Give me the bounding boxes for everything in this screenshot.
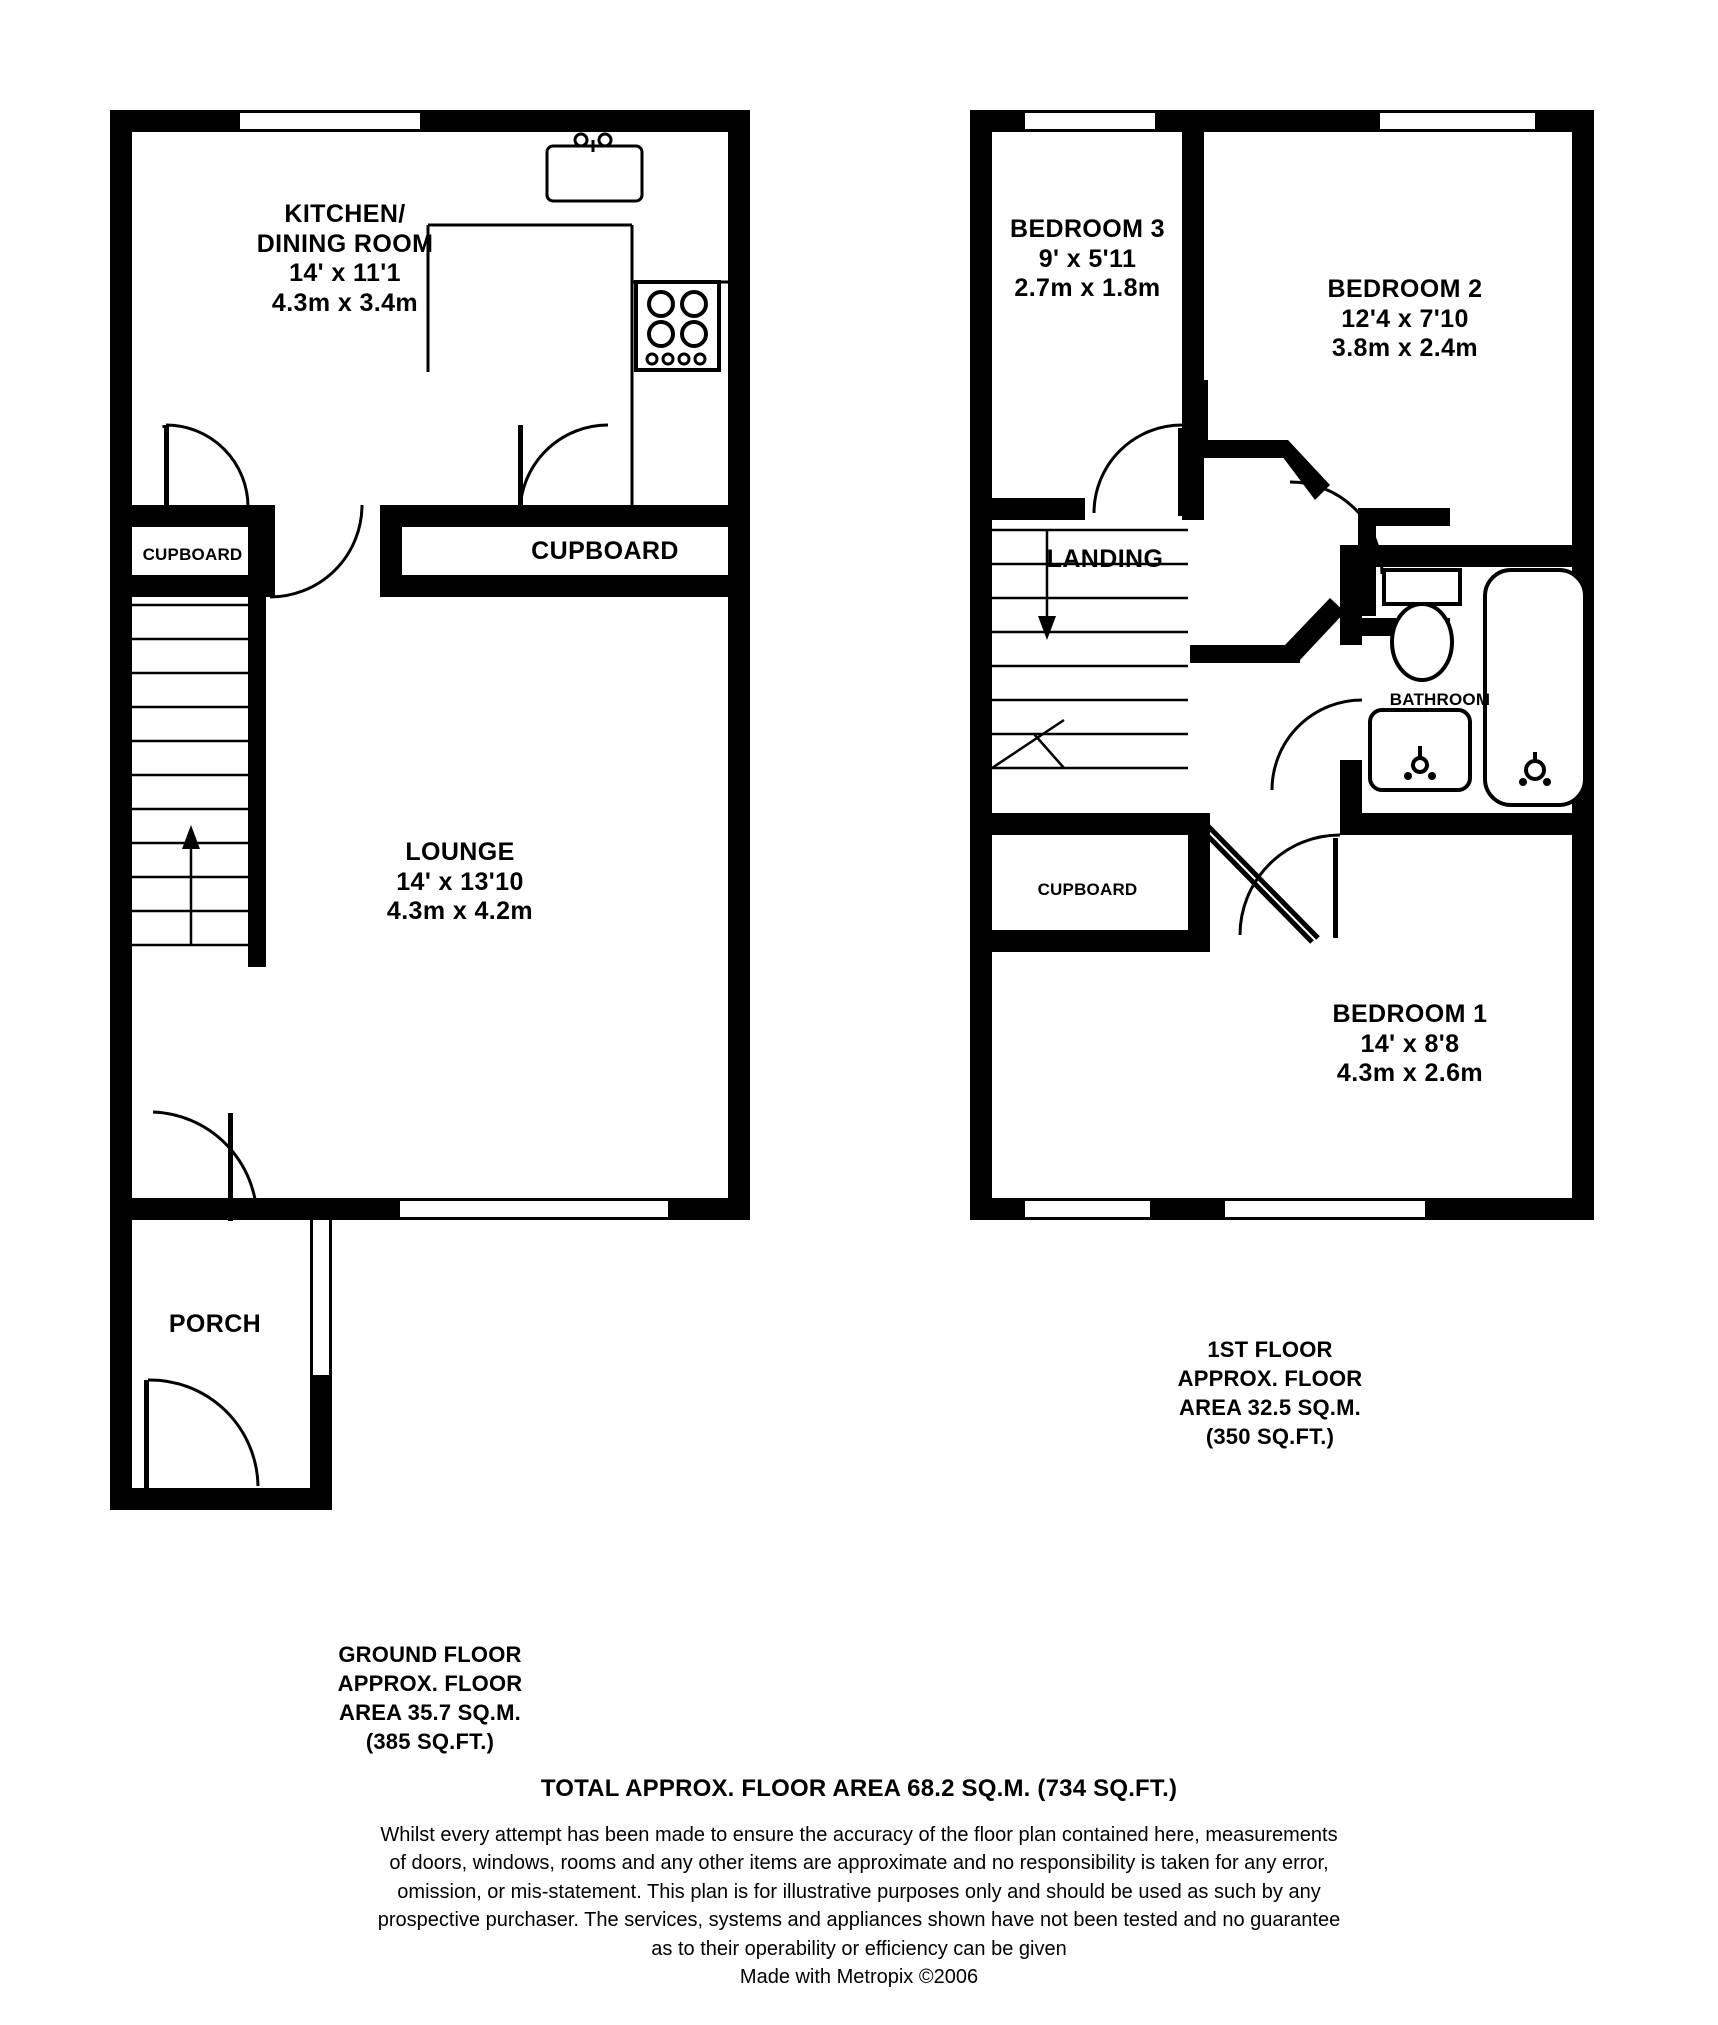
bedroom3-label: [980, 215, 1195, 304]
door-leaf-porch-outer: [144, 1380, 149, 1488]
disclaimer-line-1: Whilst every attempt has been made to ensure the accuracy of the floor plan contained here, measurements: [380, 1824, 1338, 1846]
wall-ff-bottom-right: [1425, 1198, 1594, 1220]
bathroom-label: [1340, 690, 1540, 710]
toilet-icon: [1378, 570, 1468, 680]
wall-lounge-bottom-mid: [270, 1198, 400, 1220]
gf-area-line-1: GROUND FLOOR: [338, 1642, 522, 1667]
wall-exterior-left: [110, 110, 132, 1510]
door-leaf-porch-front: [228, 1113, 233, 1221]
wall-ff-top-right: [1535, 110, 1594, 132]
wall-exterior-top: [110, 110, 240, 132]
door-bedroom3: [1092, 425, 1212, 520]
bedroom2-metric: 3.8m x 2.4m: [1331, 334, 1479, 362]
kitchen-imperial: 14' x 11'1: [289, 259, 401, 287]
window-bed3: [1025, 110, 1155, 132]
bedroom1-label: [1230, 1000, 1590, 1089]
landing-name: LANDING: [1046, 545, 1164, 573]
window-bed1-b: [1225, 1198, 1425, 1220]
lounge-imperial: 14' x 13'10: [396, 867, 524, 896]
door-leaf-bedroom3: [1178, 428, 1183, 516]
ground-floor-area-note: [260, 1640, 600, 1756]
porch-label: [130, 1310, 300, 1340]
wall-ff-top-left: [970, 110, 1025, 132]
window-bed2-top: [1380, 110, 1535, 132]
wall-ff-bottom-mid: [1150, 1198, 1225, 1220]
total-area-text: TOTAL APPROX. FLOOR AREA 68.2 SQ.M. (734 SQ.FT.): [540, 1775, 1178, 1802]
ff-area-line-1: 1ST FLOOR: [1207, 1337, 1333, 1362]
ff-area-line-3: AREA 32.5 SQ.M.: [1179, 1395, 1361, 1421]
bedroom2-name: BEDROOM 2: [1327, 275, 1483, 303]
disclaimer-line-4: prospective purchaser. The services, systems and appliances shown have not been tested and no guarantee: [377, 1909, 1341, 1932]
kitchen-metric: 4.3m x 3.4m: [271, 288, 419, 317]
landing-walls: [1190, 380, 1520, 900]
wall-lounge-bottom-right: [668, 1198, 750, 1220]
cupboard-large-label: [480, 537, 730, 567]
cupboard-ff-label: [980, 880, 1195, 900]
first-floor-area-note: [1100, 1335, 1440, 1451]
credit-text: Made with Metropix ©2006: [739, 1965, 979, 1988]
gf-area-line-4: (385 SQ.FT.): [365, 1729, 495, 1755]
wall-ff-bottom-left: [970, 1198, 1025, 1220]
door-porch-outer: [140, 1380, 270, 1495]
cupboard-ff-text: CUPBOARD: [1037, 880, 1138, 899]
bedroom1-metric: 4.3m x 2.6m: [1336, 1059, 1484, 1087]
wall-porch-right-upper: [310, 1198, 332, 1220]
basin-icon: [1370, 710, 1475, 800]
cupboard-small-label: [110, 545, 275, 565]
wall-cupboard-large-bottom: [380, 575, 750, 597]
landing-label: [990, 545, 1220, 575]
bedroom1-imperial: 14' x 8'8: [1360, 1029, 1460, 1058]
disclaimer-line-2: of doors, windows, rooms and any other items are approximate and no responsibility is taken for any error,: [389, 1852, 1329, 1875]
bedroom3-imperial: 9' x 5'11: [1038, 244, 1137, 273]
bedroom3-metric: 2.7m x 1.8m: [1014, 274, 1161, 302]
first-floor-plan: [900, 0, 1620, 1260]
disclaimer-line-3: omission, or mis-statement. This plan is for illustrative purposes only and should be used as such by any: [397, 1880, 1321, 1903]
door-leaf-bedroom1: [1333, 838, 1338, 938]
bedroom2-imperial: 12'4 x 7'10: [1341, 304, 1469, 333]
ff-area-line-2: APPROX. FLOOR: [1177, 1366, 1363, 1392]
wall-cupboard-ff-top: [970, 813, 1210, 835]
kitchen-label: [160, 200, 530, 318]
kitchen-name-line2: DINING ROOM: [256, 229, 434, 258]
bathroom-name: BATHROOM: [1389, 690, 1491, 709]
window-kitchen-top: [240, 110, 420, 132]
ff-area-line-4: (350 SQ.FT.): [1205, 1424, 1335, 1450]
door-bedroom2: [1290, 480, 1420, 580]
window-lounge-front: [398, 1198, 673, 1220]
window-bed1-a: [1025, 1198, 1150, 1220]
kitchen-name-line1: KITCHEN/: [284, 200, 406, 228]
window-porch-side: [310, 1215, 332, 1375]
wall-cupboard-ff-bottom: [970, 930, 1210, 952]
lounge-name: LOUNGE: [405, 838, 515, 866]
door-cupboard-small: [270, 505, 370, 600]
door-bathroom: [1270, 700, 1380, 800]
bedroom3-name: BEDROOM 3: [1009, 215, 1165, 243]
cupboard-large-text: CUPBOARD: [531, 537, 679, 565]
porch-name: PORCH: [168, 1310, 262, 1338]
staircase-ground: [132, 597, 252, 972]
lounge-metric: 4.3m x 4.2m: [386, 897, 534, 925]
cupboard-small-text: CUPBOARD: [142, 545, 243, 564]
door-leaf-kitchen-left: [164, 425, 169, 509]
door-kitchen-left: [130, 425, 250, 515]
lounge-label: [300, 838, 620, 927]
wall-cupboard-bottom-left: [110, 575, 270, 597]
wall-porch-right-lower: [310, 1370, 332, 1510]
footer: [0, 1775, 1718, 1991]
bedroom2-label: [1220, 275, 1590, 364]
door-leaf-kitchen-right: [518, 425, 523, 511]
door-porch-front: [145, 1110, 265, 1225]
ground-floor-plan: [0, 0, 800, 1560]
disclaimer-line-5: as to their operability or efficiency can be given: [651, 1937, 1067, 1960]
wall-top-right-seg: [420, 110, 750, 132]
gf-area-line-2: APPROX. FLOOR: [337, 1671, 523, 1697]
gf-area-line-3: AREA 35.7 SQ.M.: [339, 1700, 521, 1726]
bedroom1-name: BEDROOM 1: [1332, 1000, 1488, 1028]
wall-landing-top-left: [970, 498, 1085, 520]
door-cupboard-ff: [1190, 830, 1320, 960]
